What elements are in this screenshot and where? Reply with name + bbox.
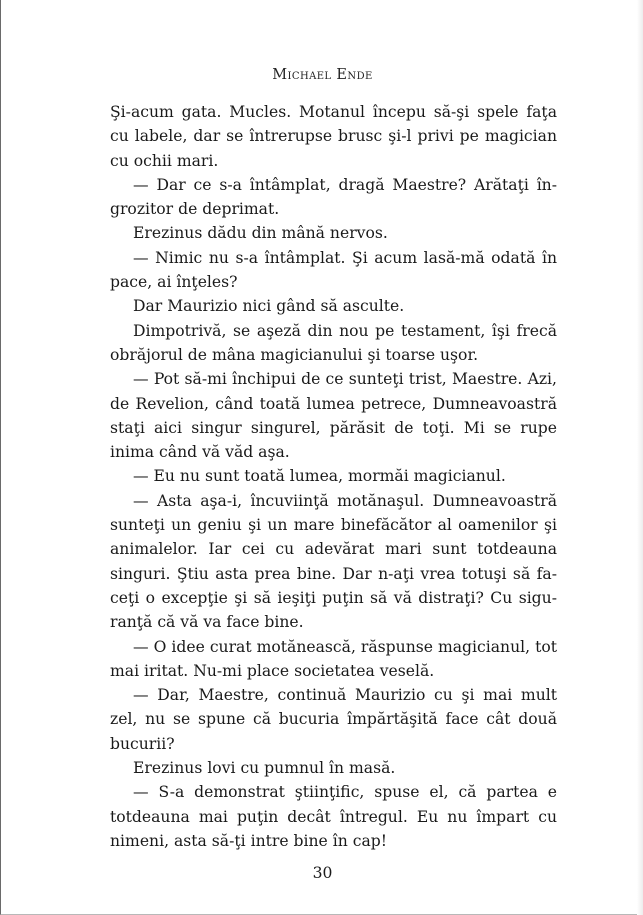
paragraph-1: Şi-acum gata. Mucles. Motanul începu să-şi spele faţa cu labele, dar se întrerupse brusc şi-l privi pe magician cu ochii mari. — [110, 103, 557, 170]
paragraph-12: Erezinus lovi cu pumnul în masă. — [133, 759, 396, 778]
page-edge-shadow — [637, 0, 643, 915]
paragraph-13: — S-a demonstrat ştiinţific, spuse el, că partea e totdeauna mai puţin decât întregul. Eu nu împart cu nimeni, asta să-ţi intre bine în cap! — [110, 783, 557, 850]
paragraph-2: — Dar ce s-a întâmplat, dragă Maestre? Arătaţi îngrozitor de deprimat. — [110, 175, 557, 219]
paragraph-4: — Nimic nu s-a întâmplat. Şi acum lasă-mă odată în pace, ai înţeles? — [110, 248, 557, 292]
paragraph-8: — Eu nu sunt toată lumea, mormăi magicianul. — [133, 467, 506, 486]
running-head-author: Michael Ende — [272, 67, 373, 83]
paragraph-9: — Asta aşa-i, încuviinţă motănaşul. Dumneavoastră sunteţi un geniu şi un mare binefăcător al oamenilor şi animalelor. Iar cei cu adevărat mari sunt totdeauna singuri. Ştiu asta prea bine. Dar n-aţi vrea totuşi să faceţi o excepţie şi să ieşiţi puţin să vă distraţi? Cu siguranţă că vă va face bine. — [110, 491, 557, 632]
page-number: 30 — [312, 864, 333, 882]
paragraph-5: Dar Maurizio nici gând să asculte. — [133, 297, 405, 316]
paragraph-6: Dimpotrivă, se aşeză din nou pe testament, îşi frecă obrăjorul de mâna magicianului şi toarse uşor. — [110, 321, 557, 364]
paragraph-10: — O idee curat motănească, răspunse magicianul, tot mai iritat. Nu-mi place societatea veselă. — [110, 637, 557, 680]
paragraph-7: — Pot să-mi închipui de ce sunteţi trist, Maestre. Azi, de Revelion, când toată lumea petrece, Dumneavoastră staţi aici singur singurel, părăsit de toţi. Mi se rupe inima când vă văd aşa. — [110, 370, 557, 462]
body-text — [110, 100, 557, 853]
paragraph-3: Erezinus dădu din mână nervos. — [133, 224, 388, 243]
paragraph-11: — Dar, Maestre, continuă Maurizio cu şi mai mult zel, nu se spune că bucuria împărtăşită face cât două bucurii? — [110, 686, 557, 753]
